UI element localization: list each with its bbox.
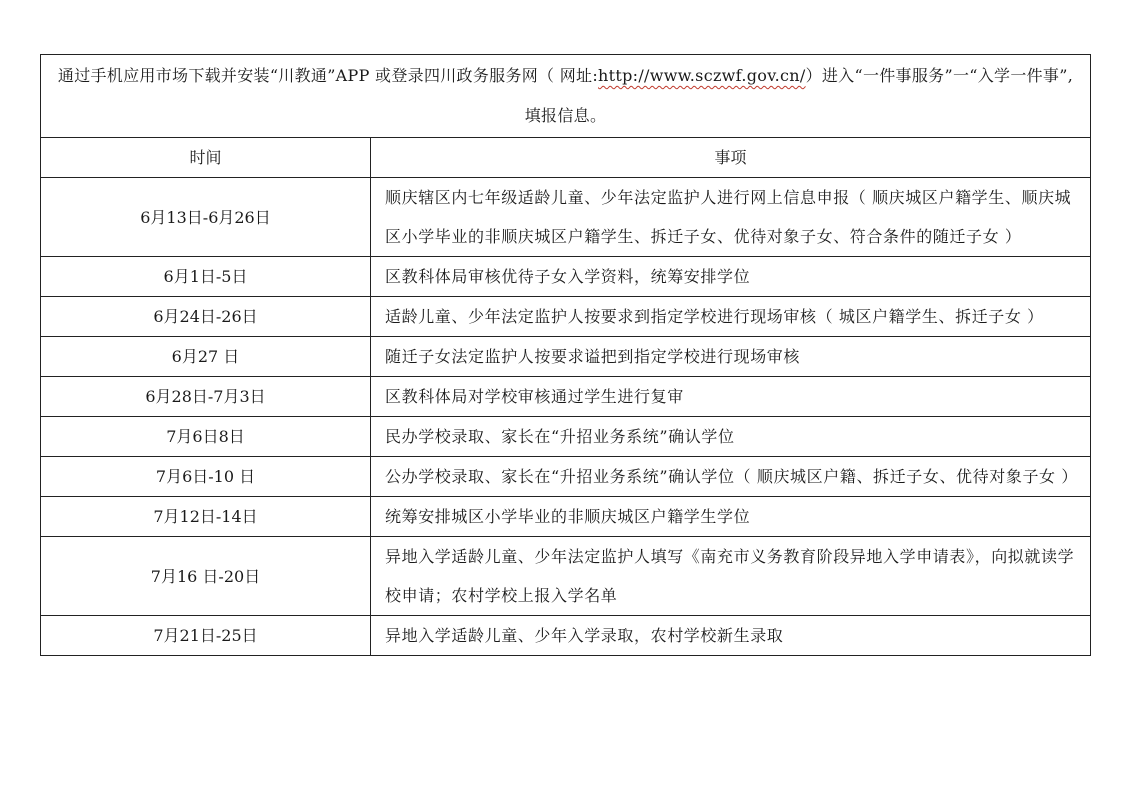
time-cell: 7月6日8日 xyxy=(41,417,371,457)
item-cell: 统筹安排城区小学毕业的非顺庆城区户籍学生学位 xyxy=(371,497,1091,537)
time-cell: 6月1日-5日 xyxy=(41,257,371,297)
table-row xyxy=(41,297,1091,337)
table-row xyxy=(41,497,1091,537)
time-cell: 7月6日-10 日 xyxy=(41,457,371,497)
intro-text-after: ）进入“一件事服务”一“入学一件事”,填报信息。 xyxy=(524,66,1074,125)
item-cell: 顺庆辖区内七年级适龄儿童、少年法定监护人进行网上信息申报（ 顺庆城区户籍学生、顺庆城区小学毕业的非顺庆城区户籍学生、拆迁子女、优待对象子女、符合条件的随迁子女 ） xyxy=(371,178,1091,257)
item-cell: 异地入学适龄儿童、少年入学录取，农村学校新生录取 xyxy=(371,616,1091,656)
table-row xyxy=(41,178,1091,257)
item-cell: 公办学校录取、家长在“升招业务系统”确认学位（ 顺庆城区户籍、拆迁子女、优待对象子女 ） xyxy=(371,457,1091,497)
column-header-time: 时间 xyxy=(41,138,371,178)
item-cell: 适龄儿童、少年法定监护人按要求到指定学校进行现场审核（ 城区户籍学生、拆迁子女 ） xyxy=(371,297,1091,337)
time-cell: 7月12日-14日 xyxy=(41,497,371,537)
table-row xyxy=(41,537,1091,616)
time-cell: 7月21日-25日 xyxy=(41,616,371,656)
time-cell: 6月24日-26日 xyxy=(41,297,371,337)
item-cell: 民办学校录取、家长在“升招业务系统”确认学位 xyxy=(371,417,1091,457)
enrollment-schedule-table xyxy=(40,54,1091,656)
table-row xyxy=(41,417,1091,457)
intro-row xyxy=(41,55,1091,138)
intro-text-before: 通过手机应用市场下载并安装“川教通”APP 或登录四川政务服务网（ 网址: xyxy=(57,66,599,85)
table-row xyxy=(41,337,1091,377)
item-cell: 异地入学适龄儿童、少年法定监护人填写《南充市义务教育阶段异地入学申请表》，向拟就读学校申请；农村学校上报入学名单 xyxy=(371,537,1091,616)
table-row xyxy=(41,257,1091,297)
time-cell: 6月28日-7月3日 xyxy=(41,377,371,417)
time-cell: 6月13日-6月26日 xyxy=(41,178,371,257)
item-cell: 区教科体局审核优待子女入学资料，统筹安排学位 xyxy=(371,257,1091,297)
table-row xyxy=(41,377,1091,417)
table-row xyxy=(41,616,1091,656)
header-row xyxy=(41,138,1091,178)
item-cell: 随迁子女法定监护人按要求谥把到指定学校进行现场审核 xyxy=(371,337,1091,377)
time-cell: 6月27 日 xyxy=(41,337,371,377)
website-link[interactable]: http://www.sczwf.gov.cn/ xyxy=(598,66,806,85)
column-header-item: 事项 xyxy=(371,138,1091,178)
item-cell: 区教科体局对学校审核通过学生进行复审 xyxy=(371,377,1091,417)
table-row xyxy=(41,457,1091,497)
intro-cell xyxy=(41,55,1091,138)
time-cell: 7月16 日-20日 xyxy=(41,537,371,616)
